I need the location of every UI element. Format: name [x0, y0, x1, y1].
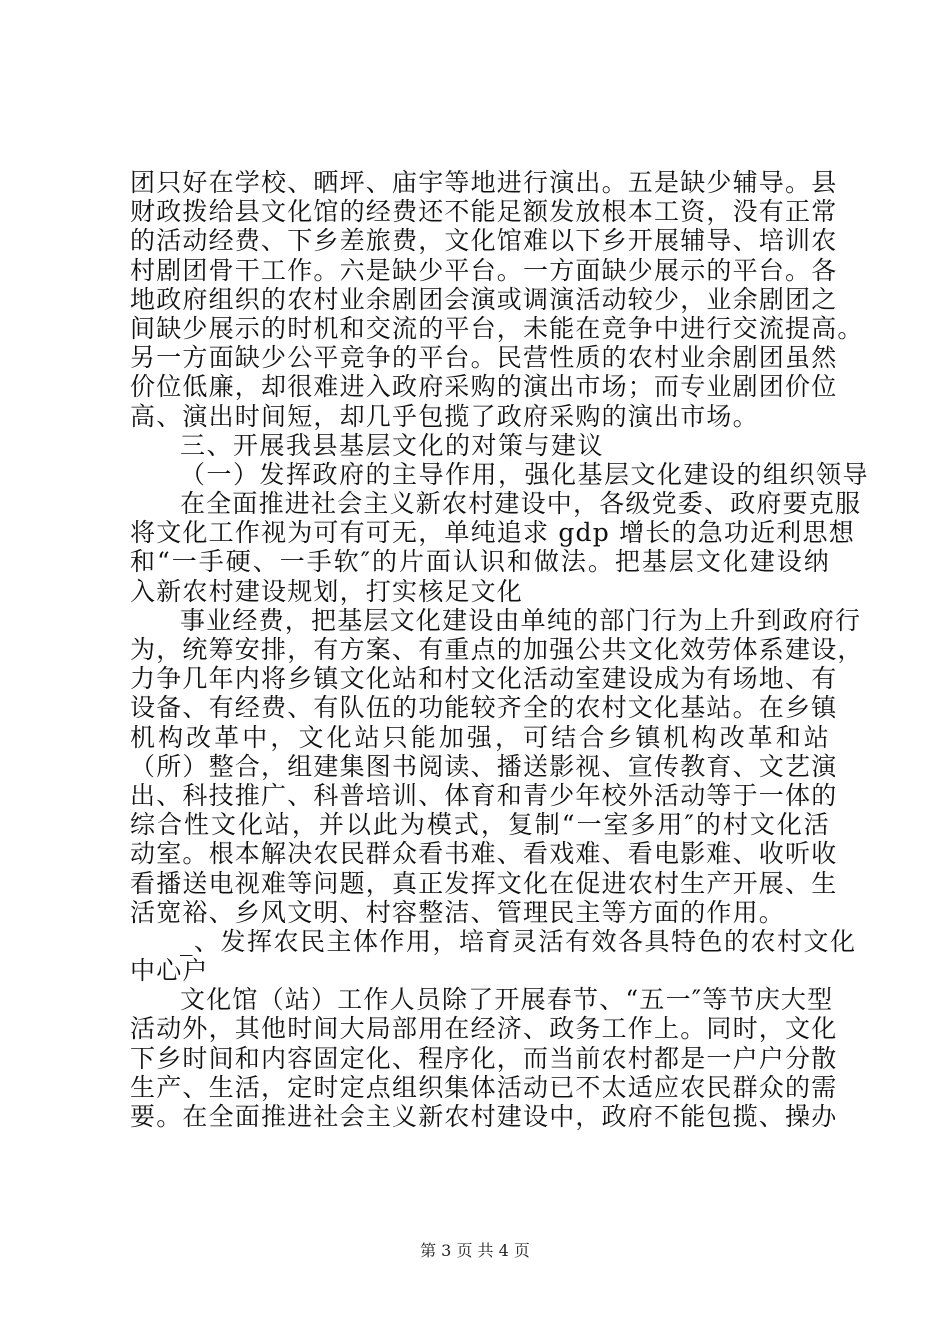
text-line: 间缺少展示的时机和交流的平台，未能在竞争中进行交流提高。 — [130, 313, 864, 343]
text-line: 中心户 — [130, 956, 209, 986]
text-line: 下乡时间和内容固定化、程序化，而当前农村都是一户户分散 — [130, 1043, 838, 1073]
text-line: 生产、生活，定时定点组织集体活动已不太适应农民群众的需 — [130, 1072, 838, 1102]
page-footer — [0, 1240, 950, 1262]
text-line: 另一方面缺少公平竞争的平台。民营性质的农村业余剧团虽然 — [130, 343, 838, 373]
text-line: 事业经费，把基层文化建设由单纯的部门行为上升到政府行 — [180, 605, 862, 635]
section-heading: 三、开展我县基层文化的对策与建议 — [180, 430, 605, 460]
text-line: 和“一手硬、一手软″的片面认识和做法。把基层文化建设纳 — [130, 547, 830, 577]
text-line: 文化馆（站）工作人员除了开展春节、“五一″等节庆大型 — [180, 985, 834, 1015]
text-line: 综合性文化站，并以此为模式，复制“一室多用″的村文化活 — [130, 810, 830, 840]
text-line: 活宽裕、乡风文明、村容整洁、管理民主等方面的作用。 — [130, 897, 786, 927]
subsection-heading: （一）发挥政府的主导作用，强化基层文化建设的组织领导 — [180, 459, 870, 489]
text-line: 要。在全面推进社会主义新农村建设中，政府不能包揽、操办 — [130, 1102, 838, 1131]
text-line: 力争几年内将乡镇文化站和村文化活动室建设成为有场地、有 — [130, 664, 838, 694]
subsection-heading: _、发挥农民主体作用，培育灵活有效各具特色的农村文化 — [180, 926, 857, 956]
text-line: 价位低廉，却很难进入政府采购的演出市场；而专业剧团价位 — [130, 372, 838, 402]
page-number: 第 3 页 共 4 页 — [420, 1241, 530, 1260]
text-line: 设备、有经费、有队伍的功能较齐全的农村文化基站。在乡镇 — [130, 693, 838, 723]
text-line: 为，统筹安排，有方案、有重点的加强公共文化效劳体系建设， — [130, 635, 864, 664]
text-line: 动室。根本解决农民群众看书难、看戏难、看电影难、收听收 — [130, 839, 838, 869]
text-line: 财政拨给县文化馆的经费还不能足额发放根本工资，没有正常 — [130, 197, 838, 227]
text-line: 机构改革中，文化站只能加强，可结合乡镇机构改革和站 — [130, 722, 830, 752]
text-line: 团只好在学校、晒坪、庙宇等地进行演出。五是缺少辅导。县 — [130, 168, 838, 197]
text-line: 看播送电视难等问题，真正发挥文化在促进农村生产开展、生 — [130, 868, 838, 898]
text-line: 出、科技推广、科普培训、体育和青少年校外活动等于一体的 — [130, 780, 838, 810]
body-text — [130, 168, 870, 1131]
text-line: 在全面推进社会主义新农村建设中，各级党委、政府要克服 — [180, 489, 862, 519]
text-line: 将文化工作视为可有可无，单纯追求 gdp 增长的急功近利思想 — [130, 518, 855, 548]
text-line: 活动外，其他时间大局部用在经济、政务工作上。同时，文化 — [130, 1014, 838, 1044]
text-line: 村剧团骨干工作。六是缺少平台。一方面缺少展示的平台。各 — [130, 255, 838, 285]
text-line: 高、演出时间短，却几乎包揽了政府采购的演出市场。 — [130, 401, 759, 431]
text-line: 入新农村建设规划，打实核足文化 — [130, 576, 524, 606]
text-line: 地政府组织的农村业余剧团会演或调演活动较少，业余剧团之 — [130, 284, 838, 314]
text-line: 的活动经费、下乡差旅费，文化馆难以下乡开展辅导、培训农 — [130, 226, 838, 256]
text-line: （所）整合，组建集图书阅读、播送影视、宣传教育、文艺演 — [130, 751, 838, 781]
